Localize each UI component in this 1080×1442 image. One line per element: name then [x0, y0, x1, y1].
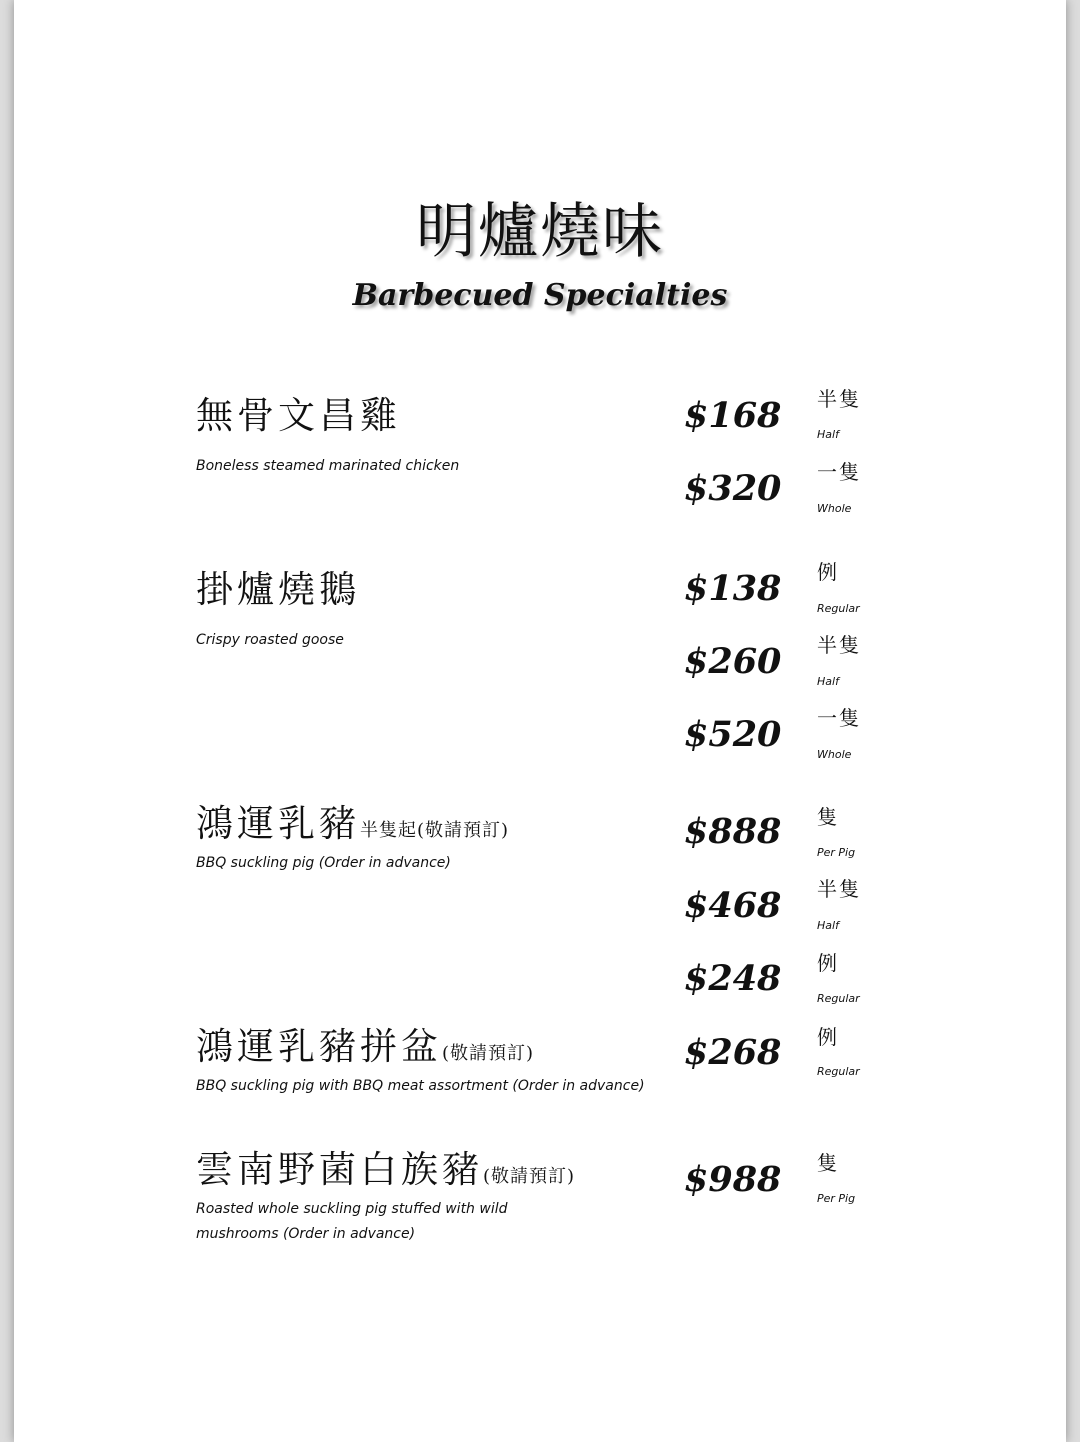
menu-item-price: $138 — [684, 568, 782, 609]
menu-item-name — [196, 1148, 575, 1199]
portion-label-english: Regular — [817, 602, 860, 615]
portion-label-english: Per Pig — [817, 1192, 856, 1205]
portion-label-chinese: 例 — [817, 560, 839, 584]
portion-label-chinese: 一隻 — [817, 706, 861, 730]
portion-label-english: Regular — [817, 1065, 860, 1078]
menu-item-price: $248 — [684, 958, 782, 999]
portion-label-english: Half — [817, 675, 839, 688]
menu-page — [14, 0, 1066, 1442]
portion-label-chinese: 隻 — [817, 1151, 839, 1175]
menu-item-name — [196, 568, 360, 612]
portion-label-english: Half — [817, 428, 839, 441]
menu-item-name — [196, 394, 401, 438]
menu-item-price: $320 — [684, 468, 782, 509]
menu-item-price: $268 — [684, 1032, 782, 1073]
page-title-english: Barbecued Specialties — [352, 278, 728, 313]
menu-item-price: $168 — [684, 395, 782, 436]
portion-label-english: Regular — [817, 992, 860, 1005]
portion-label-chinese: 例 — [817, 1025, 839, 1049]
menu-item-price: $988 — [684, 1159, 782, 1200]
menu-item-description: BBQ suckling pig (Order in advance) — [196, 855, 451, 871]
portion-label-english: Half — [817, 919, 839, 932]
menu-item-description: Boneless steamed marinated chicken — [196, 458, 460, 474]
portion-label-chinese: 例 — [817, 951, 839, 975]
portion-label-english: Per Pig — [817, 846, 856, 859]
menu-item-description: BBQ suckling pig with BBQ meat assortment (Order in advance) — [196, 1078, 645, 1094]
menu-item-description: Crispy roasted goose — [196, 632, 344, 648]
menu-item-description: Roasted whole suckling pig stuffed with wild mushrooms (Order in advance) — [196, 1201, 508, 1242]
page-title-chinese: 明爐燒味 — [416, 197, 664, 267]
menu-item-name-text: 無骨文昌雞 — [196, 394, 401, 437]
menu-item-note: (敬請預訂) — [442, 1043, 535, 1064]
menu-item-name-text: 鴻運乳豬 — [196, 802, 360, 845]
portion-label-chinese: 半隻 — [817, 387, 861, 411]
menu-item-note: 半隻起(敬請預訂) — [360, 820, 510, 841]
menu-item-name — [196, 1025, 534, 1076]
portion-label-english: Whole — [817, 502, 852, 515]
menu-item-price: $468 — [684, 885, 782, 926]
portion-label-chinese: 半隻 — [817, 877, 861, 901]
menu-item-name — [196, 802, 509, 853]
portion-label-english: Whole — [817, 748, 852, 761]
menu-item-price: $520 — [684, 714, 782, 755]
menu-item-name-text: 雲南野菌白族豬 — [196, 1148, 483, 1191]
portion-label-chinese: 半隻 — [817, 633, 861, 657]
portion-label-chinese: 一隻 — [817, 460, 861, 484]
portion-label-chinese: 隻 — [817, 805, 839, 829]
menu-item-price: $888 — [684, 811, 782, 852]
menu-item-name-text: 掛爐燒鵝 — [196, 568, 360, 611]
menu-item-name-text: 鴻運乳豬拼盆 — [196, 1025, 442, 1068]
menu-item-note: (敬請預訂) — [483, 1166, 576, 1187]
menu-item-price: $260 — [684, 641, 782, 682]
